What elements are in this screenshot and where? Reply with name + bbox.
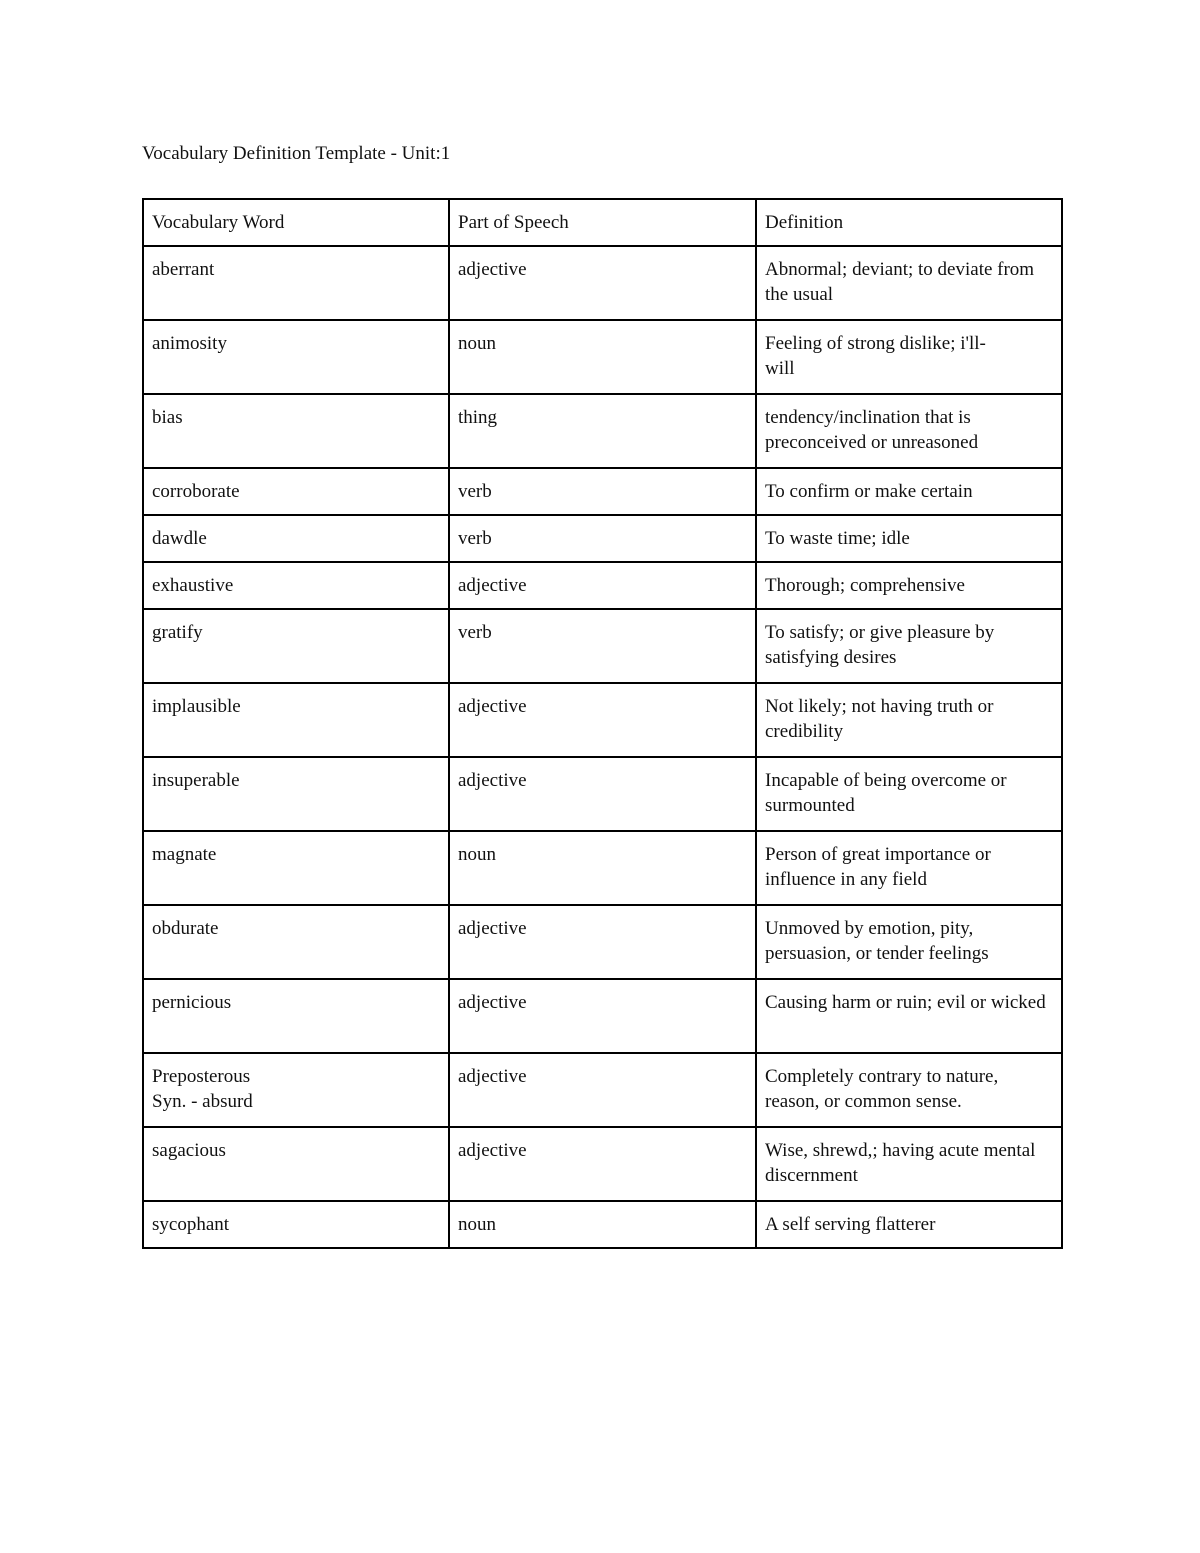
word-cell: exhaustive [143,562,449,609]
part-of-speech-cell: noun [449,831,756,905]
word-cell: sagacious [143,1127,449,1201]
definition-cell: Causing harm or ruin; evil or wicked [756,979,1062,1053]
part-of-speech-cell: adjective [449,683,756,757]
part-of-speech-cell: adjective [449,1127,756,1201]
table-row [143,515,1062,562]
word-cell: obdurate [143,905,449,979]
part-of-speech-cell: thing [449,394,756,468]
definition-cell: A self serving flatterer [756,1201,1062,1248]
vocabulary-table-body [143,199,1062,1248]
part-of-speech-cell: adjective [449,246,756,320]
word-cell: sycophant [143,1201,449,1248]
definition-cell: Unmoved by emotion, pity, persuasion, or tender feelings [756,905,1062,979]
word-cell: aberrant [143,246,449,320]
table-row [143,757,1062,831]
word-cell: bias [143,394,449,468]
table-row [143,246,1062,320]
table-row [143,979,1062,1053]
definition-cell: tendency/inclination that is preconceived or unreasoned [756,394,1062,468]
part-of-speech-cell: noun [449,320,756,394]
part-of-speech-cell: verb [449,609,756,683]
definition-cell: Wise, shrewd,; having acute mental discernment [756,1127,1062,1201]
part-of-speech-cell: verb [449,515,756,562]
definition-cell: To confirm or make certain [756,468,1062,515]
table-header-row [143,199,1062,246]
table-row [143,905,1062,979]
part-of-speech-cell: adjective [449,979,756,1053]
part-of-speech-cell: adjective [449,562,756,609]
definition-cell: Person of great importance or influence in any field [756,831,1062,905]
part-of-speech-cell: adjective [449,757,756,831]
header-cell-definition: Definition [756,199,1062,246]
word-cell: animosity [143,320,449,394]
part-of-speech-cell: noun [449,1201,756,1248]
definition-cell: Thorough; comprehensive [756,562,1062,609]
vocabulary-table [142,198,1063,1249]
word-cell: gratify [143,609,449,683]
table-row [143,394,1062,468]
definition-cell: Completely contrary to nature, reason, or common sense. [756,1053,1062,1127]
table-row [143,683,1062,757]
table-row [143,609,1062,683]
table-row [143,1053,1062,1127]
definition-cell: Incapable of being overcome or surmounted [756,757,1062,831]
part-of-speech-cell: adjective [449,905,756,979]
word-cell: corroborate [143,468,449,515]
table-row [143,1127,1062,1201]
table-row [143,320,1062,394]
definition-cell: Not likely; not having truth or credibility [756,683,1062,757]
header-cell-vocabulary-word: Vocabulary Word [143,199,449,246]
part-of-speech-cell: verb [449,468,756,515]
word-cell: magnate [143,831,449,905]
definition-cell: Abnormal; deviant; to deviate from the usual [756,246,1062,320]
document-title: Vocabulary Definition Template - Unit:1 [142,143,451,164]
definition-cell: Feeling of strong dislike; i'll- will [756,320,1062,394]
table-row [143,1201,1062,1248]
table-row [143,468,1062,515]
word-cell: implausible [143,683,449,757]
table-row [143,831,1062,905]
definition-cell: To waste time; idle [756,515,1062,562]
word-cell: dawdle [143,515,449,562]
definition-cell: To satisfy; or give pleasure by satisfying desires [756,609,1062,683]
part-of-speech-cell: adjective [449,1053,756,1127]
table-row [143,562,1062,609]
word-cell: pernicious [143,979,449,1053]
header-cell-part-of-speech: Part of Speech [449,199,756,246]
word-cell: Preposterous Syn. - absurd [143,1053,449,1127]
word-cell: insuperable [143,757,449,831]
